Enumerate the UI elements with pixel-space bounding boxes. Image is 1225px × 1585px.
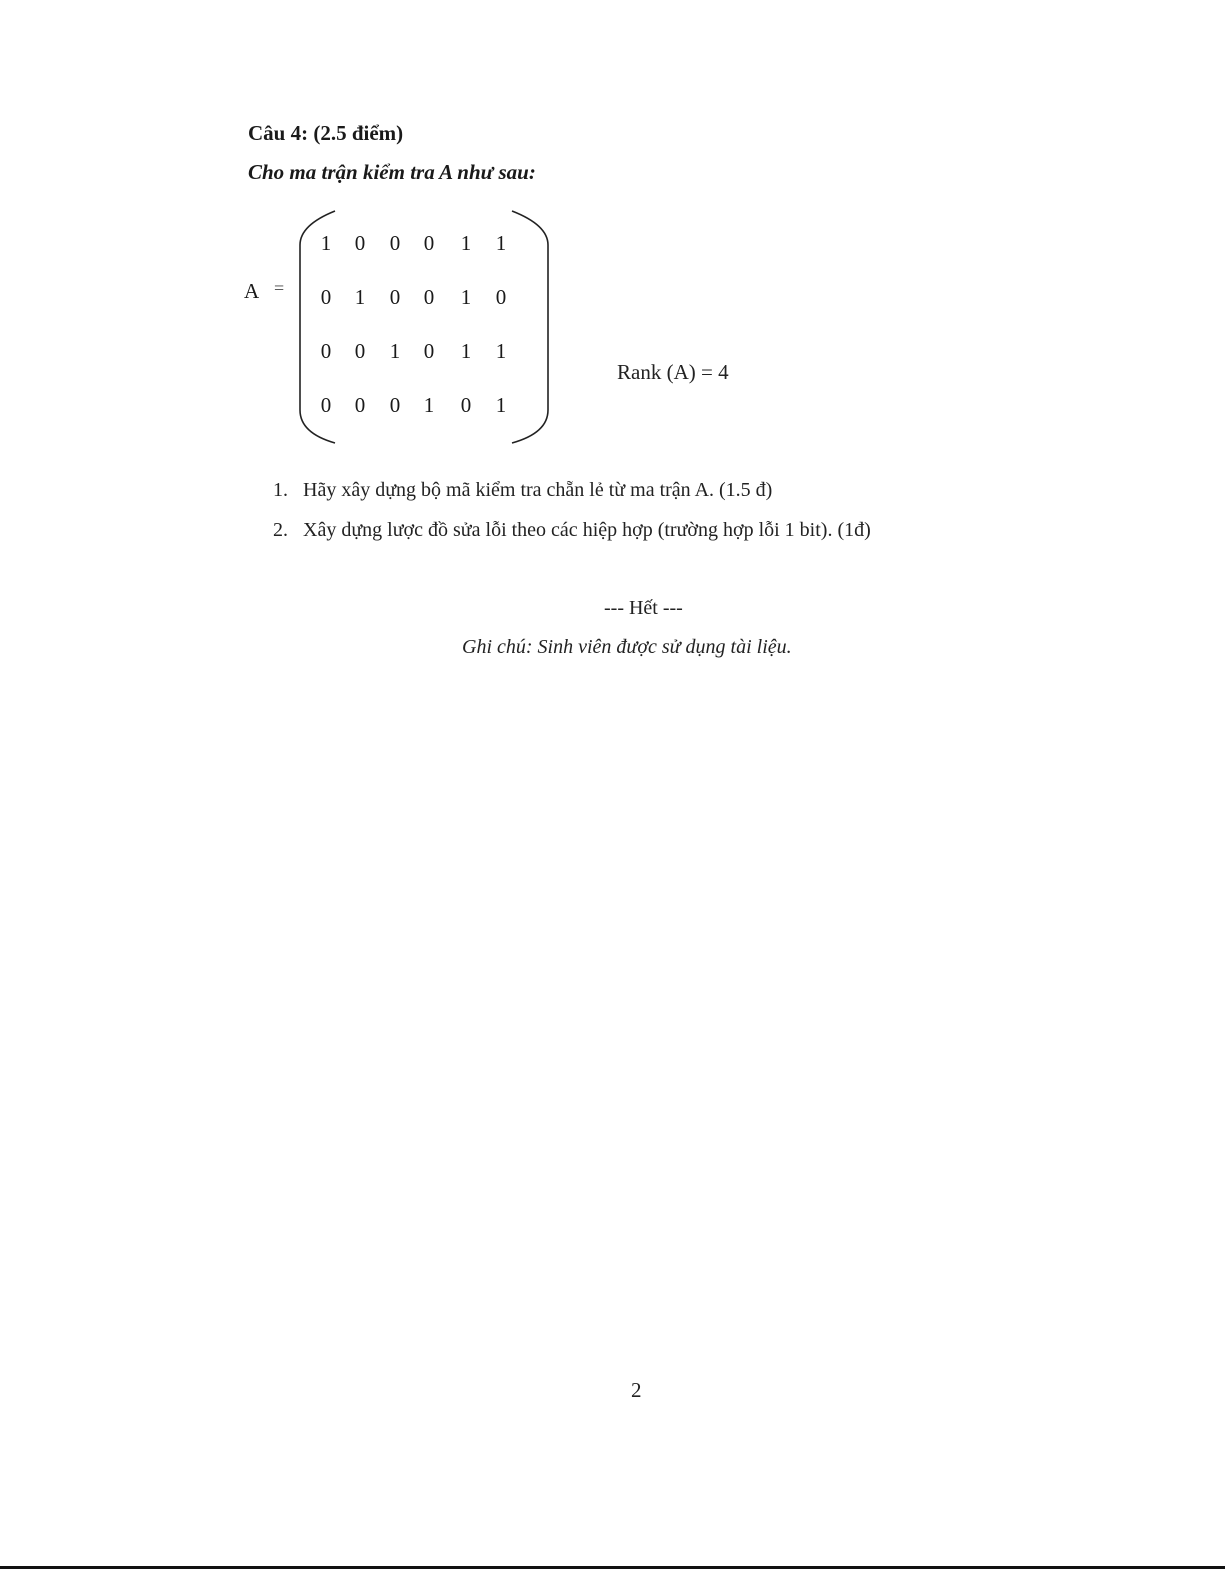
- matrix-rank: Rank (A) = 4: [617, 360, 729, 384]
- matrix-cell: 1: [495, 393, 507, 417]
- matrix-cell: 1: [495, 231, 507, 255]
- matrix-cell: 1: [460, 231, 472, 255]
- footnote: Ghi chú: Sinh viên được sử dụng tài liệu.: [462, 636, 792, 658]
- question-intro: Cho ma trận kiểm tra A như sau:: [248, 160, 536, 184]
- matrix-cell: 0: [320, 285, 332, 309]
- matrix-cell: 0: [389, 285, 401, 309]
- matrix-cell: 1: [389, 339, 401, 363]
- scan-edge-line: [0, 1566, 1225, 1569]
- question-title: Câu 4: (2.5 điểm): [248, 121, 404, 145]
- matrix-cell: 0: [320, 339, 332, 363]
- task-number: 1.: [273, 479, 288, 501]
- matrix-cell: 0: [423, 285, 435, 309]
- check-matrix: [290, 205, 565, 450]
- task-text: Xây dựng lược đồ sửa lỗi theo các hiệp hợp (trường hợp lỗi 1 bit). (1đ): [303, 519, 871, 541]
- matrix-cell: 1: [460, 339, 472, 363]
- task-item: [273, 519, 871, 542]
- matrix-label: A: [244, 279, 260, 303]
- matrix-cell: 1: [320, 231, 332, 255]
- matrix-cell: 1: [495, 339, 507, 363]
- matrix-cell: 0: [495, 285, 507, 309]
- matrix-cells: [321, 231, 507, 417]
- task-number: 2.: [273, 519, 288, 541]
- matrix-cell: 0: [320, 393, 332, 417]
- matrix-cell: 0: [354, 393, 366, 417]
- matrix-cell: 0: [423, 339, 435, 363]
- page-number: 2: [631, 1378, 642, 1402]
- end-mark: --- Hết ---: [604, 597, 683, 619]
- matrix-cell: 0: [354, 339, 366, 363]
- matrix-cell: 0: [389, 231, 401, 255]
- task-text: Hãy xây dựng bộ mã kiểm tra chẵn lẻ từ ma trận A. (1.5 đ): [303, 479, 773, 501]
- matrix-cell: 1: [423, 393, 435, 417]
- matrix-equals-sign: =: [274, 278, 285, 298]
- matrix-cell: 0: [354, 231, 366, 255]
- matrix-cell: 0: [423, 231, 435, 255]
- matrix-right-bracket: [512, 211, 548, 443]
- matrix-cell: 0: [460, 393, 472, 417]
- matrix-cell: 1: [460, 285, 472, 309]
- matrix-cell: 0: [389, 393, 401, 417]
- task-item: [273, 479, 772, 502]
- matrix-cell: 1: [354, 285, 366, 309]
